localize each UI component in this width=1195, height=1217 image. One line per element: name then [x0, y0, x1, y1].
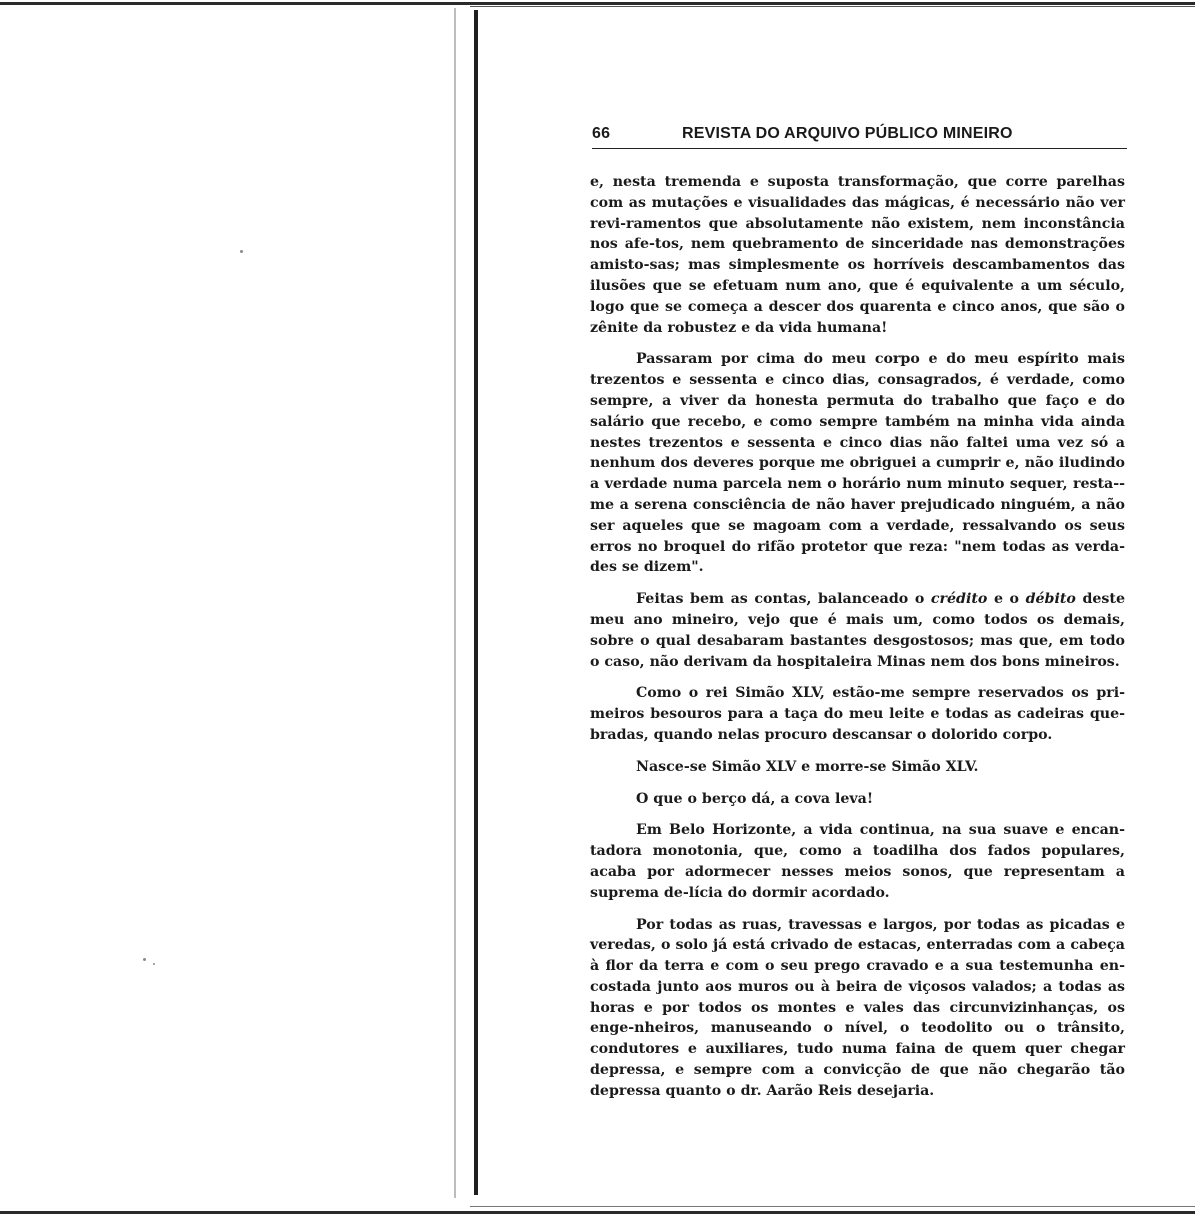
paragraph-4: Como o rei Simão XLV, estão-me sempre reservados os pri-meiros besouros para a taça do meu leite e todas as cadeiras que-bradas, quando nelas procuro descansar o dolorido corpo. [590, 685, 1125, 743]
book-gutter-light [454, 8, 456, 1198]
paragraph-5: Nasce-se Simão XLV e morre-se Simão XLV. [636, 758, 979, 775]
paper-speck [240, 250, 243, 253]
scan-border-top [0, 2, 1195, 5]
scan-border-bottom [0, 1211, 1195, 1214]
book-gutter-shadow [474, 10, 478, 1195]
page-number: 66 [592, 125, 611, 142]
paragraph-7: Em Belo Horizonte, a vida continua, na sua suave e encan-tadora monotonia, que, como a toadilha dos fados populares, acaba por adormecer nesses meios sonos, que representam a suprema de-lícia do dormir acordado. [590, 822, 1125, 901]
page-header [592, 122, 1127, 149]
italic-credito: crédito [930, 591, 988, 608]
paragraph-3-text-before: Feitas bem as contas, balanceado o [636, 591, 931, 608]
paragraph-6: O que o berço dá, a cova leva! [636, 790, 874, 807]
paragraph-3-text-after: deste meu ano mineiro, vejo que é mais um, como todos os demais, sobre o qual desabaram bastantes desgostosos; mas que, em todo o caso, não derivam da hospitaleira Minas nem dos bons mineiros. [590, 591, 1125, 670]
paragraph-8: Por todas as ruas, travessas e largos, por todas as picadas e veredas, o solo já está crivado de estacas, enterradas com a cabeça à flor da terra e com o seu prego cravado e a sua testemunha en-costada junto aos muros ou à beira de viçosos valados; a todas as horas e por todos os montes e vales das circunvizinhanças, os enge-nheiros, manuseando o nível, o teodolito ou o trânsito, condutores e auxiliares, tudo numa faina de quem quer chegar depressa, e sempre com a convicção de que não chegarão tão depressa quanto o dr. Aarão Reis desejaria. [590, 916, 1125, 1099]
body-text [590, 172, 1125, 1113]
scan-border-top-inner [470, 6, 1195, 7]
left-blank-page [0, 6, 454, 1210]
running-title: REVISTA DO ARQUIVO PÚBLICO MINEIRO [682, 125, 1013, 142]
scan-border-bottom-inner [470, 1206, 1195, 1207]
paper-speck [143, 958, 146, 961]
italic-debito: débito [1025, 591, 1076, 608]
paragraph-3 [590, 589, 1125, 672]
paragraph-1: e, nesta tremenda e suposta transformação, que corre parelhas com as mutações e visualidades das mágicas, é necessário não ver revi-ramentos que absolutamente não existem, nem inconstância nos afe-tos, nem quebramento de sinceridade nas demonstrações amisto-sas; mas simplesmente os horríveis descambamentos das ilusões que se efetuam num ano, que é equivalente a um século, logo que se começa a descer dos quarenta e cinco anos, que são o zênite da robustez e da vida humana! [590, 174, 1125, 336]
paper-speck [153, 963, 155, 965]
paragraph-3-text-middle: e o [987, 591, 1026, 608]
paragraph-2: Passaram por cima do meu corpo e do meu espírito mais trezentos e sessenta e cinco dias, consagrados, é verdade, como sempre, a viver da honesta permuta do trabalho que faço e do salário que recebo, e como sempre também na minha vida ainda nestes trezentos e sessenta e cinco dias não faltei uma vez só a nenhum dos deveres porque me obriguei a cumprir e, não iludindo a verdade numa parcela nem o horário num minuto sequer, resta--me a serena consciência de não haver prejudicado ninguém, a não ser aqueles que se magoam com a verdade, ressalvando os seus erros no broquel do rifão protetor que reza: "nem todas as verda-des se dizem". [590, 351, 1125, 576]
